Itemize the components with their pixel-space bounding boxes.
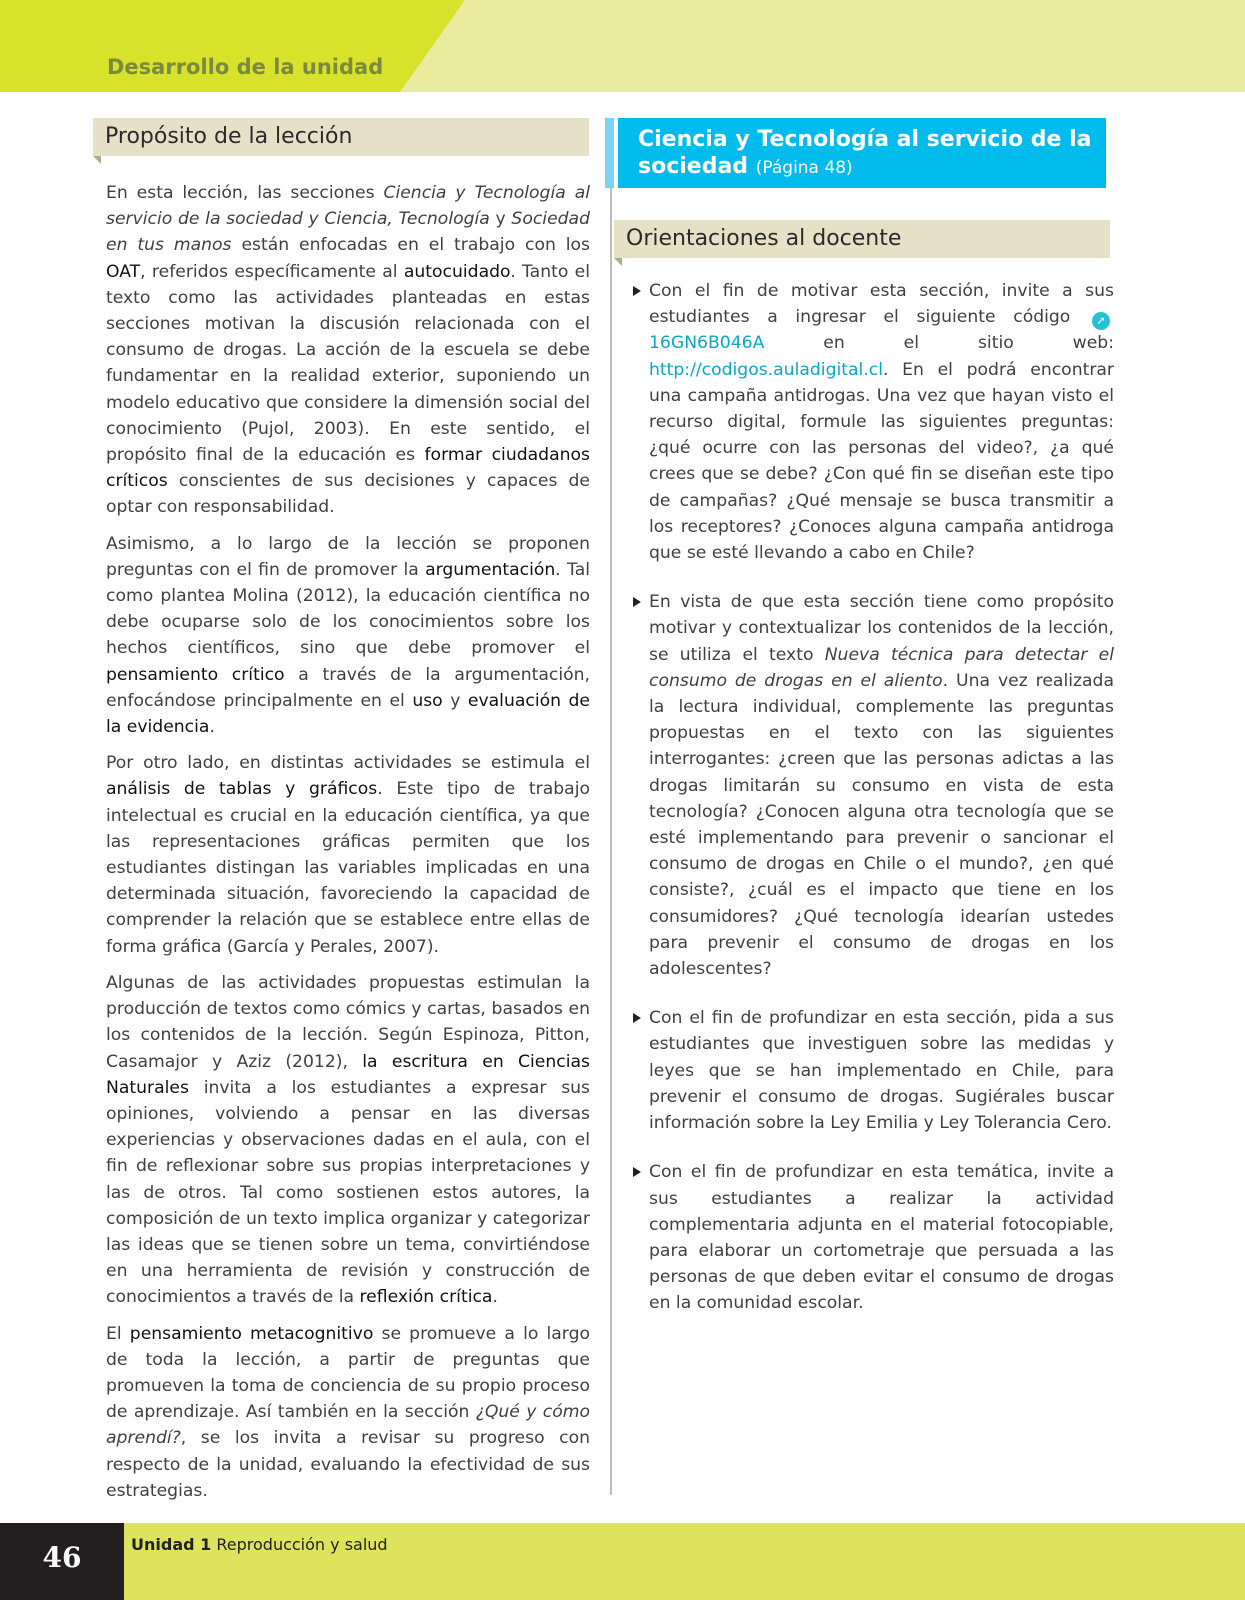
highlight-text: pensamiento crítico [106,664,285,685]
paragraph-1 [106,180,590,521]
page-number [0,1523,124,1600]
text: y [489,209,512,230]
page-header [0,0,1245,92]
text: y [442,690,468,711]
unit-number: Unidad 1 [131,1535,212,1554]
triangle-bullet-icon [633,597,641,607]
highlight-text: evaluación de la evidencia [106,690,590,738]
text: en el sitio web: [764,333,1114,354]
banner-page-ref: (Página 48) [755,158,853,178]
highlight-text: reflexión crítica [359,1287,493,1308]
column-divider [610,120,612,1495]
text: invita a los estudiantes a expresar sus opiniones, volviendo a pensar en las diversas experiencias y observaciones dadas en el aula, con el fin de reflexionar sobre sus propias interpretaciones y las de otros. Tal como sostienen estos autores, la composición de un texto implica organizar y categorizar las ideas que se tienen sobre un tema, convirtiéndose en una herramienta de revisión y construcción de conocimientos a través de la [106,1077,590,1308]
text: . [492,1287,498,1308]
triangle-bullet-icon [633,1013,641,1023]
guidance-list [628,278,1114,1317]
text: Con el fin de motivar esta sección, invite a sus estudiantes a ingresar el siguiente código [649,281,1114,328]
page-number-text: 46 [42,1541,82,1574]
list-item [628,1159,1114,1316]
section-banner [618,118,1106,188]
highlight-text: la escritura en Ciencias Naturales [106,1051,590,1098]
text: . Una vez realizada la lectura individual, complemente las preguntas propuestas en el texto con las siguientes interrogantes: ¿creen que las personas adictas a las drogas limitarán su consumo en vista de esta tecnología? ¿Conocen alguna otra tecnología que se esté implementando para prevenir o sancionar el consumo de drogas en Chile o el mundo?, ¿en qué consiste?, ¿cuál es el impacto que tiene en los consumidores? ¿Qué tecnología idearían ustedes para prevenir el consumo de drogas en los adolescentes? [649,670,1114,980]
banner-title: Ciencia y Tecnología al servicio de la sociedad [638,127,1092,179]
text: Algunas de las actividades propuestas estimulan la producción de textos como cómics y cartas, basados en los contenidos de la lección. Según Espinoza, Pitton, Casamajor y Aziz (2012), [106,972,590,1072]
section-heading-purpose: Propósito de la lección [93,118,589,156]
highlight-text: análisis de tablas y gráficos [106,779,378,800]
left-column [106,118,590,1514]
triangle-bullet-icon [633,286,641,296]
text: se promueve a lo largo de toda la lección, a partir de preguntas que promueven la toma de conciencia de su propio proceso de aprendizaje. Así también en la sección [106,1323,590,1423]
highlight-text: uso [412,690,443,711]
header-title: Desarrollo de la unidad [107,55,384,79]
text: En vista de que esta sección tiene como propósito motivar y contextualizar los contenidos de la lección, se utiliza el texto [649,592,1114,665]
rocket-icon: ➚ [1092,312,1110,330]
website-link[interactable]: http://codigos.auladigital.cl [649,359,883,380]
text: , referidos específicamente al [140,261,404,282]
text: . Tanto el texto como las actividades planteadas en estas secciones motivan la discusión relacionada con el consumo de drogas. La acción de la escuela se debe fundamentar en la realidad exterior, suponiendo un modelo educativo que considere la dimensión social del conocimiento (Pujol, 2003). En este sentido, el propósito final de la educación es [106,261,590,466]
highlight-text: argumentación [425,559,556,580]
text: Con el fin de profundizar en esta sección, pida a sus estudiantes que investiguen sobre las medidas y leyes que se han implementado en Chile, para prevenir el consumo de drogas. Sugiérales buscar información sobre la Ley Emilia y Ley Tolerancia Cero. [649,1008,1114,1134]
highlight-text: formar ciudadanos críticos [106,445,590,492]
text: Por otro lado, en distintas actividades se estimula el [106,753,590,774]
unit-label [131,1535,388,1554]
text: . [209,717,215,738]
text: conscientes de sus decisiones y capaces de optar con responsabilidad. [106,471,590,518]
text: , se los invita a revisar su progreso con respecto de la unidad, evaluando la efectividad de sus estrategias. [106,1428,590,1501]
right-column [628,118,1114,1340]
italic-text: Nueva técnica para detectar el consumo de drogas en el aliento [649,644,1114,691]
italic-text: ¿Qué y cómo aprendí? [106,1402,590,1449]
text: . Este tipo de trabajo intelectual es crucial en la educación científica, ya que las representaciones gráficas permiten que los estudiantes distingan las variables implicadas en una determinada situación, favoreciendo la capacidad de comprender la relación que se establece entre ellas de forma gráfica (García y Perales, 2007). [106,779,590,957]
section-heading-guidance: Orientaciones al docente [614,220,1110,258]
triangle-bullet-icon [633,1167,641,1177]
text: En esta lección, las secciones [106,183,384,203]
text: a través de la argumentación, enfocándose principalmente en el [106,664,591,711]
list-item [628,1005,1114,1136]
text: El [106,1323,130,1344]
italic-text: Sociedad en tus manos [106,209,590,256]
highlight-text: autocuidado [403,261,511,282]
paragraph-3 [106,750,590,960]
text: están enfocadas en el trabajo con los [231,235,591,256]
italic-text: Ciencia y Tecnología al servicio de la sociedad y Ciencia, Tecnología [106,183,591,230]
list-item [628,589,1114,982]
text: Con el fin de profundizar en esta temática, invite a sus estudiantes a realizar la actividad complementaria adjunta en el material fotocopiable, para elaborar un cortometraje que persuada a las personas de que deben evitar el consumo de drogas en la comunidad escolar. [649,1162,1114,1314]
text: . Tal como plantea Molina (2012), la educación científica no debe ocuparse solo de los conocimientos sobre los hechos científicos, sino que debe promover el [106,559,590,659]
highlight-text: pensamiento metacognitivo [129,1323,374,1344]
highlight-text: OAT [106,261,141,282]
text: Asimismo, a lo largo de la lección se proponen preguntas con el fin de promover la [106,533,590,580]
text: . En el podrá encontrar una campaña antidrogas. Una vez que hayan visto el recurso digital, formule las siguientes preguntas: ¿qué ocurre con las personas del video?, ¿a qué crees que se debe? ¿Con qué fin se diseñan este tipo de campañas? ¿Qué mensaje se busca transmitir a los receptores? ¿Conoces alguna campaña antidroga que se esté llevando a cabo en Chile? [649,359,1114,564]
paragraph-4 [106,970,590,1311]
paragraph-5 [106,1321,590,1504]
paragraph-2 [106,531,590,741]
unit-title: Reproducción y salud [216,1535,388,1554]
list-item [628,278,1114,566]
resource-code: 16GN6B046A [649,333,765,354]
